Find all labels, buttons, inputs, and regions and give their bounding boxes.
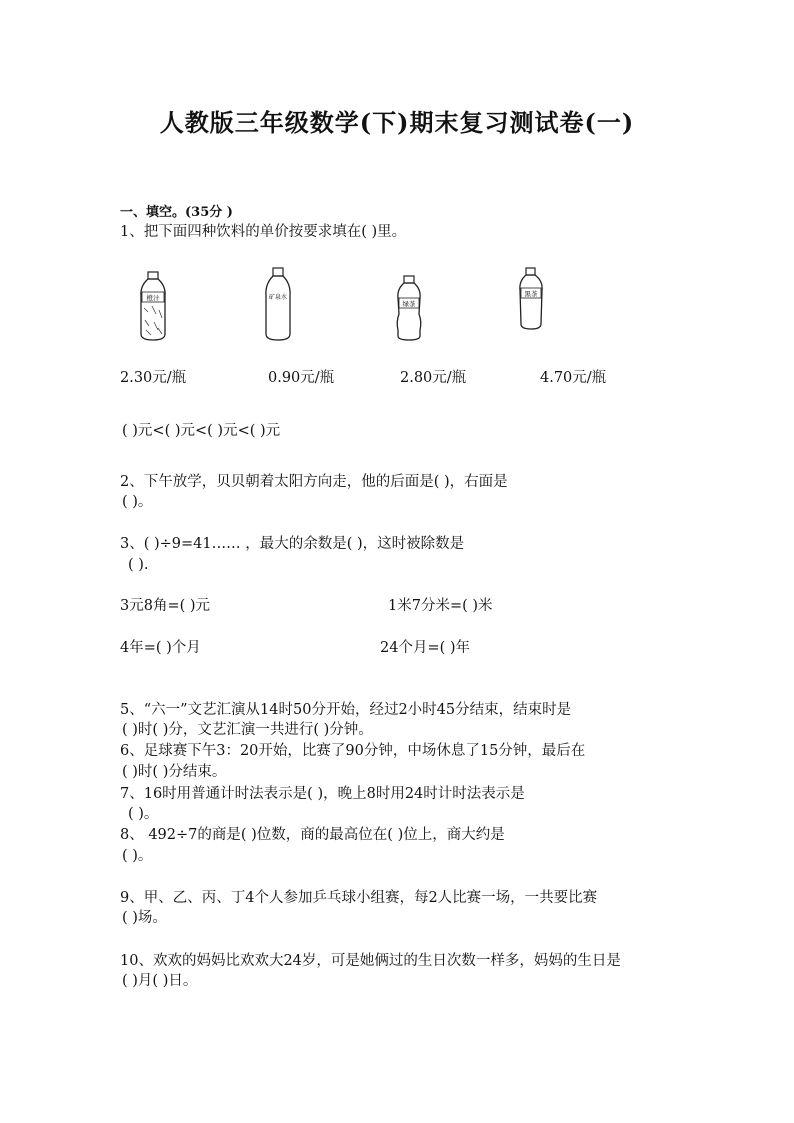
- bottle-label: 绿茶: [402, 300, 416, 308]
- price-row: [0, 368, 794, 388]
- bottle-label: 矿泉水: [268, 294, 288, 301]
- bottle-label: 橙汁: [146, 294, 160, 302]
- juice-bottle-icon: [136, 270, 170, 342]
- question-5-line-2: ( )时( )分，文艺汇演一共进行( )分钟。: [122, 722, 373, 738]
- question-5-line-1: 5、“六一”文艺汇演从14时50分开始，经过2小时45分结束，结束时是: [120, 702, 572, 718]
- question-9-line-1: 9、甲、乙、丙、丁4个人参加乒乓球小组赛，每2人比赛一场，一共要比赛: [120, 890, 598, 906]
- question-2-line-1: 2、下午放学，贝贝朝着太阳方向走，他的后面是( )，右面是: [120, 474, 508, 490]
- unit-conversion-years: 4年=( )个月: [120, 640, 201, 656]
- question-2-line-2: ( )。: [122, 494, 153, 510]
- question-10-line-1: 10、欢欢的妈妈比欢欢大24岁，可是她俩过的生日次数一样多，妈妈的生日是: [120, 953, 621, 969]
- question-10-line-2: ( )月( )日。: [122, 973, 198, 989]
- question-7-line-2: ( )。: [128, 806, 159, 822]
- price-juice: 2.30元/瓶: [120, 370, 187, 386]
- bottle-label: 黑茶: [524, 290, 538, 298]
- question-1: 1、把下面四种饮料的单价按要求填在( )里。: [120, 224, 407, 240]
- green-tea-bottle-icon: [394, 274, 424, 342]
- question-6-line-2: ( )时( )分结束。: [122, 764, 227, 780]
- price-water: 0.90元/瓶: [268, 370, 335, 386]
- price-black-tea: 4.70元/瓶: [540, 370, 607, 386]
- unit-conversion-money: 3元8角=( )元: [120, 598, 211, 614]
- black-tea-bottle-icon: [516, 266, 546, 332]
- question-7-line-1: 7、16时用普通计时法表示是( )，晚上8时用24时计时法表示是: [120, 786, 525, 802]
- price-green-tea: 2.80元/瓶: [400, 370, 467, 386]
- question-8-line-2: ( )。: [122, 848, 153, 864]
- price-order-blanks: ( )元<( )元<( )元<( )元: [122, 423, 281, 439]
- question-3-line-1: 3、( )÷9=41…… ，最大的余数是( )，这时被除数是: [120, 536, 465, 552]
- question-8-line-1: 8、 492÷7的商是( )位数，商的最高位在( )位上，商大约是: [120, 827, 505, 843]
- unit-conversion-length: 1米7分米=( )米: [388, 598, 493, 614]
- page-title: 人教版三年级数学(下)期末复习测试卷(一): [159, 108, 635, 137]
- section-heading: 一、填空。(35分 ): [120, 205, 233, 220]
- unit-conversion-months: 24个月=( )年: [380, 640, 471, 656]
- question-6-line-1: 6、足球赛下午3：20开始，比赛了90分钟，中场休息了15分钟，最后在: [120, 743, 586, 759]
- question-3-line-2: ( ).: [128, 557, 149, 573]
- question-9-line-2: ( )场。: [122, 910, 167, 926]
- water-bottle-icon: [262, 266, 294, 342]
